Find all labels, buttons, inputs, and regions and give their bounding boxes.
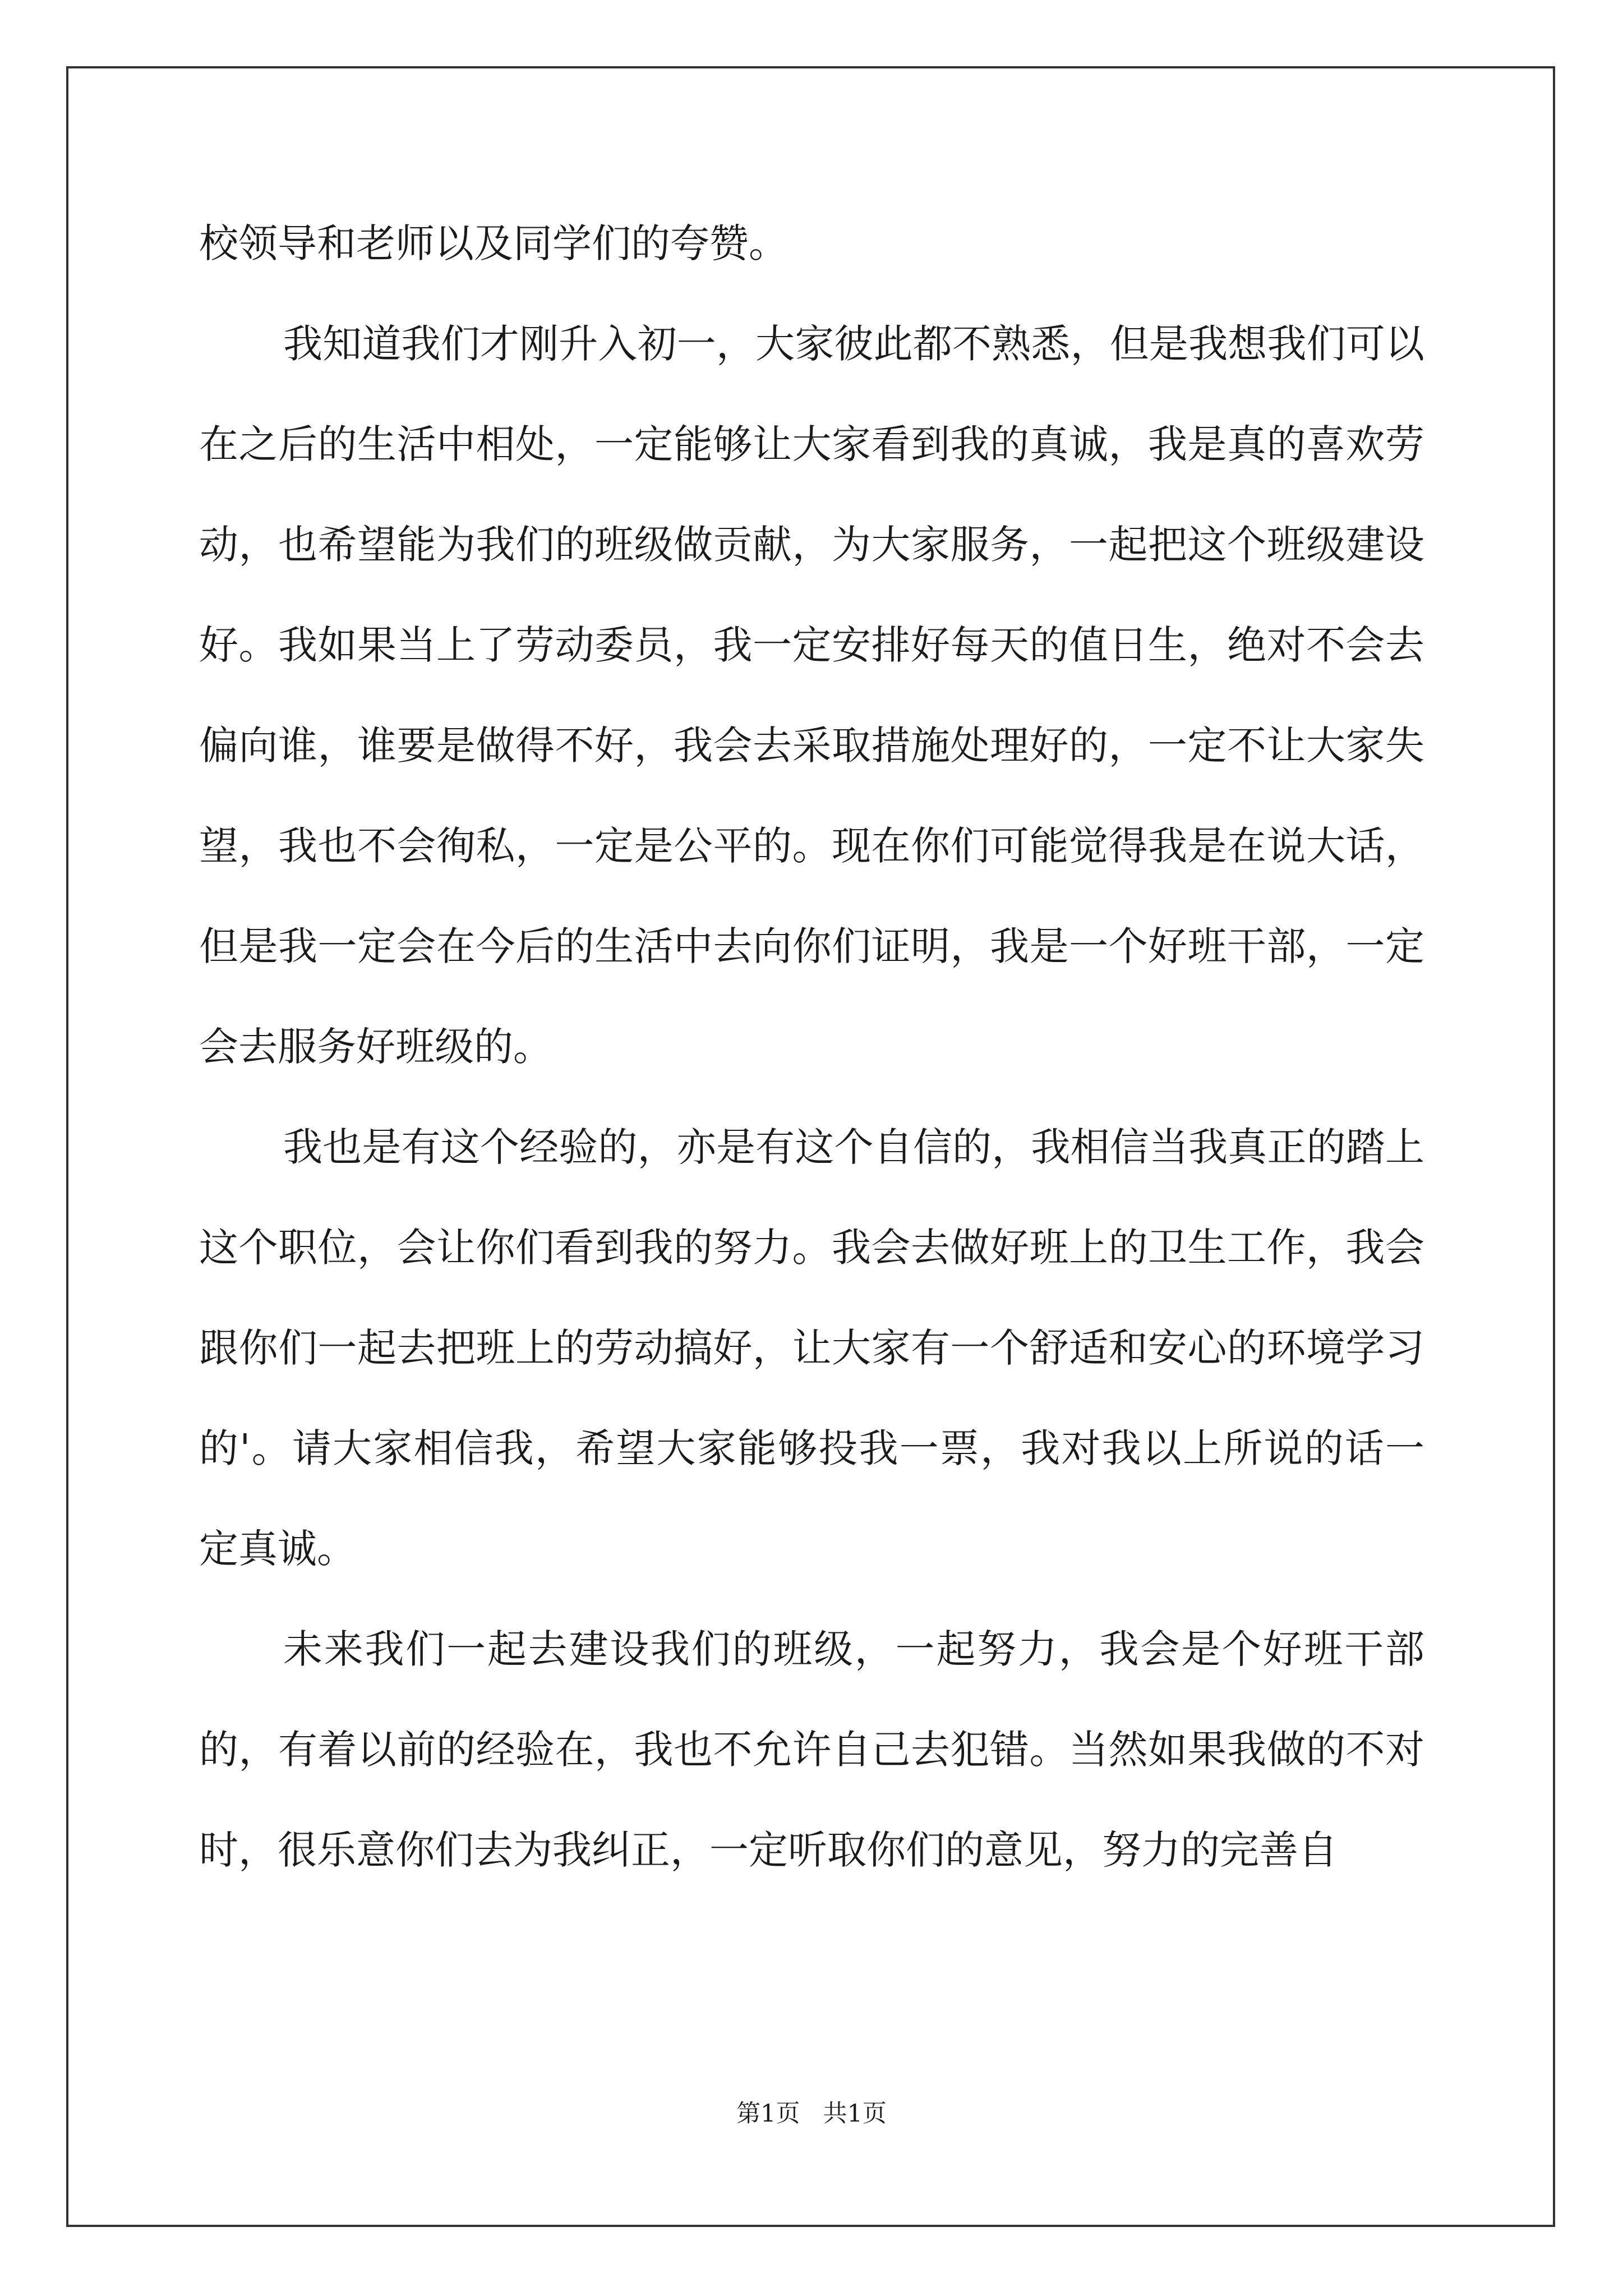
- document-body: [199, 194, 1424, 1901]
- page-number: 第1页: [736, 2100, 800, 2128]
- paragraph-4: 未来我们一起去建设我们的班级，一起努力，我会是个好班干部的，有着以前的经验在，我也不允许自己去犯错。当然如果我做的不对时，很乐意你们去为我纠正，一定听取你们的意见，努力的完善自: [199, 1626, 1424, 1873]
- page-footer: [0, 2097, 1623, 2131]
- paragraph-1: 校领导和老师以及同学们的夸赞。: [199, 220, 788, 266]
- paragraph-3: 我也是有这个经验的，亦是有这个自信的，我相信当我真正的踏上这个职位，会让你们看到我的努力。我会去做好班上的卫生工作，我会跟你们一起去把班上的劳动搞好，让大家有一个舒适和安心的环境学习的'。请大家相信我，希望大家能够投我一票，我对我以上所说的话一定真诚。: [199, 1124, 1424, 1572]
- paragraph-2: 我知道我们才刚升入初一，大家彼此都不熟悉，但是我想我们可以在之后的生活中相处，一定能够让大家看到我的真诚，我是真的喜欢劳动，也希望能为我们的班级做贡献，为大家服务，一起把这个班级建设好。我如果当上了劳动委员，我一定安排好每天的值日生，绝对不会去偏向谁，谁要是做得不好，我会去采取措施处理好的，一定不让大家失望，我也不会徇私，一定是公平的。现在你们可能觉得我是在说大话，但是我一定会在今后的生活中去向你们证明，我是一个好班干部，一定会去服务好班级的。: [199, 321, 1424, 1070]
- page-total: 共1页: [823, 2100, 887, 2128]
